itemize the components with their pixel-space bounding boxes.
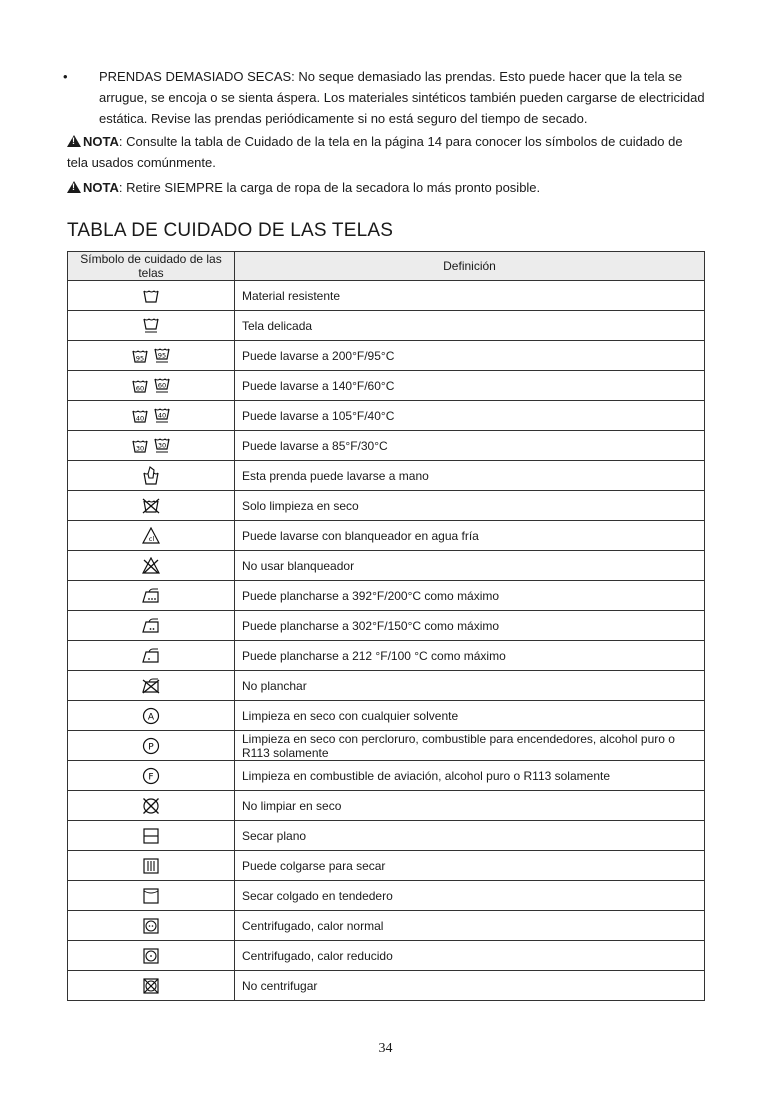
svg-text:F: F <box>148 771 154 782</box>
wash-tub-icon <box>142 288 160 304</box>
definition-cell: Material resistente <box>235 281 705 311</box>
dryclean-f-icon <box>142 767 160 785</box>
svg-text:95: 95 <box>157 351 166 360</box>
table-row <box>68 701 705 731</box>
definition-cell: Puede lavarse a 85°F/30°C <box>235 431 705 461</box>
warning-icon <box>67 135 81 147</box>
definition-cell: Puede plancharse a 212 °F/100 °C como máximo <box>235 641 705 671</box>
definition-cell: Puede plancharse a 302°F/150°C como máximo <box>235 611 705 641</box>
no-tumble-dry-icon <box>143 978 159 994</box>
table-row <box>68 731 705 761</box>
iron-medium-icon <box>141 618 161 634</box>
definition-cell: Secar plano <box>235 821 705 851</box>
table-row <box>68 281 705 311</box>
page-number: 34 <box>378 1041 393 1056</box>
definition-cell: Puede colgarse para secar <box>235 851 705 881</box>
table-row <box>68 341 705 371</box>
definition-cell: No planchar <box>235 671 705 701</box>
definition-cell: Puede lavarse a 140°F/60°C <box>235 371 705 401</box>
bullet-dot-icon: • <box>63 69 68 84</box>
definition-cell: No limpiar en seco <box>235 791 705 821</box>
table-row <box>68 611 705 641</box>
table-row <box>68 911 705 941</box>
definition-cell: Puede lavarse con blanqueador en agua fría <box>235 521 705 551</box>
iron-high-icon <box>141 588 161 604</box>
definition-cell: No usar blanqueador <box>235 551 705 581</box>
table-row <box>68 941 705 971</box>
definition-cell: Limpieza en combustible de aviación, alcohol puro o R113 solamente <box>235 761 705 791</box>
wash-60-underline-icon <box>153 377 171 394</box>
no-iron-icon <box>141 678 161 694</box>
table-row <box>68 881 705 911</box>
wash-95-underline-icon <box>153 347 171 364</box>
section-heading: TABLA DE CUIDADO DE LAS TELAS <box>67 220 394 241</box>
table-row <box>68 581 705 611</box>
table-row <box>68 521 705 551</box>
svg-text:95: 95 <box>136 354 145 362</box>
definition-cell: Solo limpieza en seco <box>235 491 705 521</box>
table-row <box>68 401 705 431</box>
header-symbol: Símbolo de cuidado de las telas <box>68 252 235 281</box>
table-row <box>68 791 705 821</box>
hand-wash-icon <box>142 466 160 486</box>
wash-40-underline-icon <box>153 407 171 424</box>
svg-text:60: 60 <box>136 384 145 392</box>
table-row <box>68 551 705 581</box>
table-row <box>68 311 705 341</box>
note-2 <box>67 177 707 198</box>
wash-95-icon <box>131 348 149 364</box>
wash-40-icon <box>131 408 149 424</box>
wash-60-icon <box>131 378 149 394</box>
definition-cell: Tela delicada <box>235 311 705 341</box>
note-text: : Consulte la tabla de Cuidado de la tela en la página 14 para conocer los símbolos de cuidado de tela usados comúnmente. <box>67 134 683 170</box>
definition-cell: Centrifugado, calor reducido <box>235 941 705 971</box>
note-label: NOTA <box>83 180 119 195</box>
dryclean-a-icon <box>142 707 160 725</box>
svg-text:A: A <box>147 711 155 722</box>
line-dry-icon <box>143 888 159 904</box>
definition-cell: Esta prenda puede lavarse a mano <box>235 461 705 491</box>
tumble-dry-low-icon <box>143 948 159 964</box>
definition-cell: Limpieza en seco con cualquier solvente <box>235 701 705 731</box>
dry-flat-icon <box>143 828 159 844</box>
svg-text:P: P <box>148 741 154 752</box>
svg-text:60: 60 <box>157 381 166 390</box>
dryclean-p-icon <box>142 737 160 755</box>
definition-cell: Limpieza en seco con percloruro, combustible para encendedores, alcohol puro o R113 solamente <box>235 731 705 761</box>
definition-cell: Centrifugado, calor normal <box>235 911 705 941</box>
drip-dry-icon <box>143 858 159 874</box>
definition-cell: Puede lavarse a 105°F/40°C <box>235 401 705 431</box>
table-row <box>68 761 705 791</box>
table-row <box>68 971 705 1001</box>
table-header-row <box>68 252 705 281</box>
definition-cell: Puede lavarse a 200°F/95°C <box>235 341 705 371</box>
wash-30-underline-icon <box>153 437 171 454</box>
wash-30-icon <box>131 438 149 454</box>
note-1 <box>67 131 707 173</box>
table-row <box>68 461 705 491</box>
bullet-text: PRENDAS DEMASIADO SECAS: No seque demasiado las prendas. Esto puede hacer que la tela se arrugue, se encoja o se sienta áspera. Los materiales sintéticos también pueden cargarse de electricidad estática. Revise las prendas periódicamente si no está seguro del tiempo de secado. <box>99 69 705 126</box>
svg-text:30: 30 <box>157 441 166 450</box>
svg-text:30: 30 <box>136 444 145 452</box>
tumble-dry-normal-icon <box>143 918 159 934</box>
table-row <box>68 371 705 401</box>
note-text: : Retire SIEMPRE la carga de ropa de la secadora lo más pronto posible. <box>118 180 541 195</box>
header-definition: Definición <box>235 252 705 281</box>
table-row <box>68 641 705 671</box>
no-bleach-icon <box>142 557 160 574</box>
bullet-item <box>63 66 713 129</box>
fabric-care-table <box>67 251 705 1001</box>
note-label: NOTA <box>83 134 119 149</box>
bleach-cold-icon <box>142 527 160 544</box>
definition-cell: Puede plancharse a 392°F/200°C como máximo <box>235 581 705 611</box>
svg-text:40: 40 <box>157 411 166 420</box>
table-row <box>68 671 705 701</box>
svg-text:cl: cl <box>148 535 155 543</box>
iron-low-icon <box>141 648 161 664</box>
definition-cell: Secar colgado en tendedero <box>235 881 705 911</box>
table-row <box>68 491 705 521</box>
wash-tub-underline-icon <box>142 317 160 334</box>
definition-cell: No centrifugar <box>235 971 705 1001</box>
table-row <box>68 821 705 851</box>
warning-icon <box>67 181 81 193</box>
no-dryclean-icon <box>142 797 160 815</box>
do-not-wash-icon <box>142 498 160 514</box>
table-row <box>68 431 705 461</box>
table-row <box>68 851 705 881</box>
svg-text:40: 40 <box>136 414 145 422</box>
